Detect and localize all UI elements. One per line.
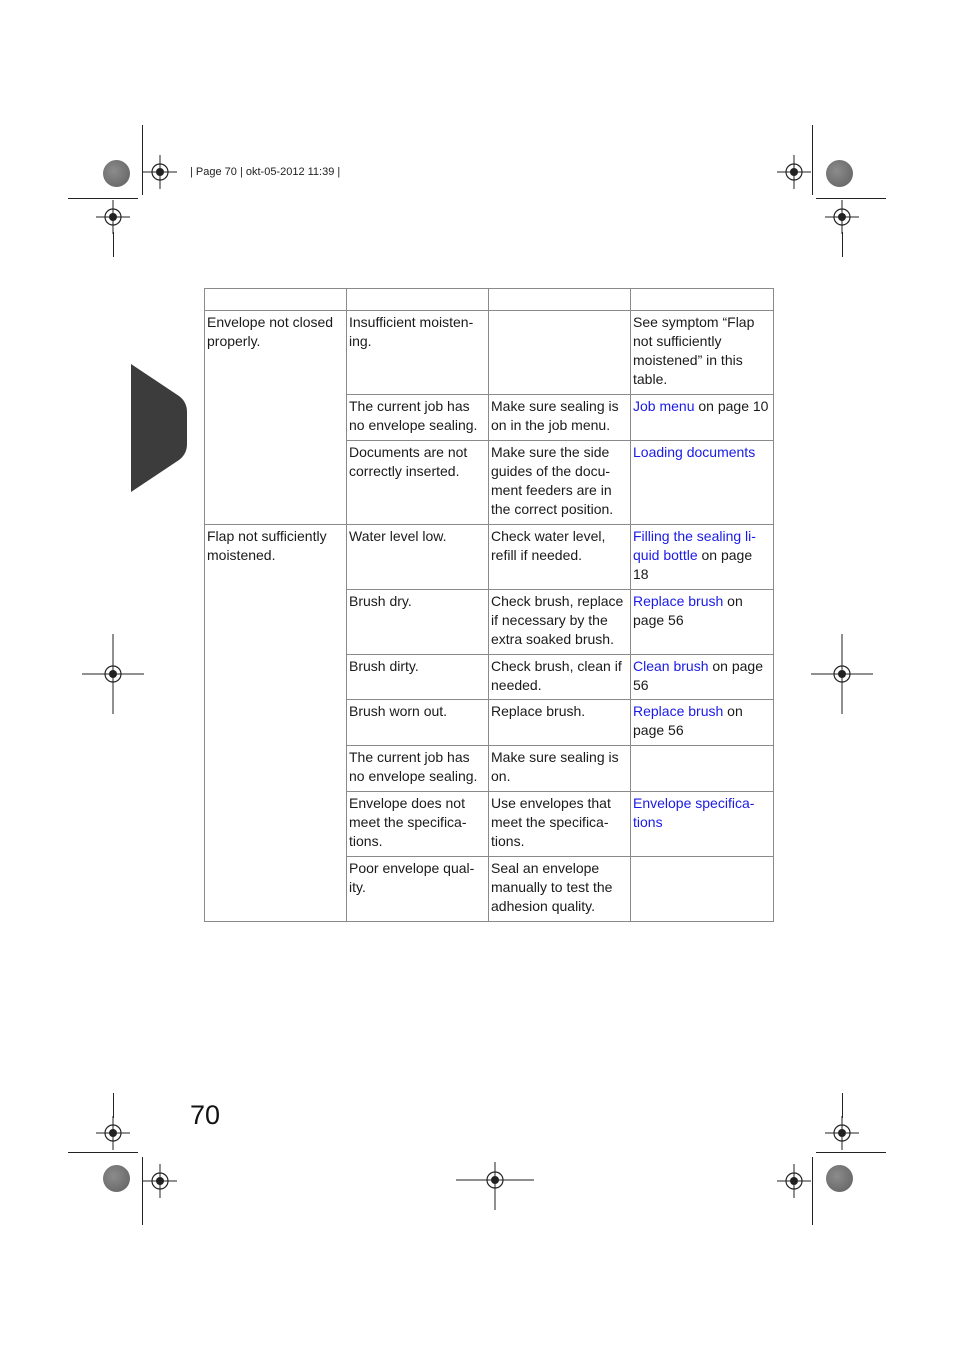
crop-mark: [812, 1157, 813, 1225]
registration-target-icon: [825, 200, 859, 234]
reference-cell: [631, 746, 774, 792]
reference-cell: [631, 655, 774, 700]
action-cell: Check brush, replace if necessary by the extra soaked brush.: [489, 590, 631, 655]
reference-link[interactable]: Clean brush: [633, 658, 709, 674]
reference-text: on page 56: [633, 593, 743, 628]
reference-link[interactable]: Envelope specifica-tions: [633, 795, 755, 830]
action-cell: Replace brush.: [489, 700, 631, 746]
reference-link[interactable]: Loading documents: [633, 444, 756, 460]
action-cell: Check brush, clean if needed.: [489, 655, 631, 700]
registration-dot: [103, 160, 130, 187]
reference-text: on page 56: [633, 703, 743, 738]
reference-cell: [631, 441, 774, 525]
registration-target-icon: [143, 155, 177, 189]
cause-cell: Brush worn out.: [347, 700, 489, 746]
action-cell: Make sure sealing is on in the job menu.: [489, 395, 631, 441]
reference-text: on page 18: [633, 547, 753, 582]
action-cell: Make sure sealing is on.: [489, 746, 631, 792]
table-row: [205, 311, 774, 395]
cause-cell: Envelope does not meet the specifica-tions.: [347, 792, 489, 857]
reference-text: See symptom “Flap not sufficiently moistened” in this table.: [633, 314, 755, 387]
registration-dot: [826, 1165, 853, 1192]
crop-mark: [68, 1152, 138, 1153]
chapter-tab-marker: [131, 364, 189, 492]
column-header: [347, 289, 489, 311]
crop-mark: [113, 232, 114, 257]
reference-cell: [631, 590, 774, 655]
registration-target-icon: [825, 1116, 859, 1150]
cause-cell: Insufficient moisten-ing.: [347, 311, 489, 395]
reference-cell: [631, 857, 774, 922]
table-header-row: [205, 289, 774, 311]
registration-dot: [826, 160, 853, 187]
action-cell: [489, 311, 631, 395]
registration-target-icon: [777, 1164, 811, 1198]
crop-mark: [816, 198, 886, 199]
registration-dot: [103, 1165, 130, 1192]
crop-mark: [842, 232, 843, 257]
reference-cell: [631, 395, 774, 441]
column-header: [205, 289, 347, 311]
table-row: [205, 525, 774, 590]
action-cell: Seal an envelope manually to test the adhesion quality.: [489, 857, 631, 922]
action-cell: Use envelopes that meet the specifica-tions.: [489, 792, 631, 857]
cause-cell: Poor envelope qual-ity.: [347, 857, 489, 922]
troubleshooting-table: [204, 288, 774, 922]
cause-cell: The current job has no envelope sealing.: [347, 746, 489, 792]
reference-cell: [631, 311, 774, 395]
crop-mark: [816, 1152, 886, 1153]
reference-cell: [631, 525, 774, 590]
cause-cell: Brush dry.: [347, 590, 489, 655]
registration-target-icon: [82, 634, 144, 714]
reference-link[interactable]: Replace brush: [633, 703, 724, 719]
symptom-cell: Envelope not closed properly.: [205, 311, 347, 525]
registration-target-icon: [811, 634, 873, 714]
reference-cell: [631, 700, 774, 746]
crop-mark: [68, 198, 138, 199]
registration-target-icon: [96, 200, 130, 234]
reference-cell: [631, 792, 774, 857]
reference-link[interactable]: Filling the sealing li-quid bottle: [633, 528, 756, 563]
reference-link[interactable]: Replace brush: [633, 593, 724, 609]
cause-cell: Brush dirty.: [347, 655, 489, 700]
reference-text: on page 56: [633, 658, 763, 693]
registration-target-icon: [143, 1164, 177, 1198]
column-header: [631, 289, 774, 311]
action-cell: Check water level, refill if needed.: [489, 525, 631, 590]
reference-text: on page 10: [694, 398, 769, 414]
page-number: 70: [190, 1100, 221, 1130]
crop-mark: [812, 125, 813, 195]
registration-target-icon: [456, 1162, 534, 1210]
registration-target-icon: [777, 155, 811, 189]
symptom-cell: Flap not sufficiently moistened.: [205, 525, 347, 922]
crop-mark: [113, 1093, 114, 1118]
reference-link[interactable]: Job menu: [633, 398, 695, 414]
column-header: [489, 289, 631, 311]
action-cell: Make sure the side guides of the docu-ment feeders are in the correct position.: [489, 441, 631, 525]
print-header: | Page 70 | okt-05-2012 11:39 |: [190, 166, 341, 178]
registration-target-icon: [96, 1116, 130, 1150]
crop-mark: [842, 1093, 843, 1118]
cause-cell: Documents are not correctly inserted.: [347, 441, 489, 525]
cause-cell: Water level low.: [347, 525, 489, 590]
cause-cell: The current job has no envelope sealing.: [347, 395, 489, 441]
